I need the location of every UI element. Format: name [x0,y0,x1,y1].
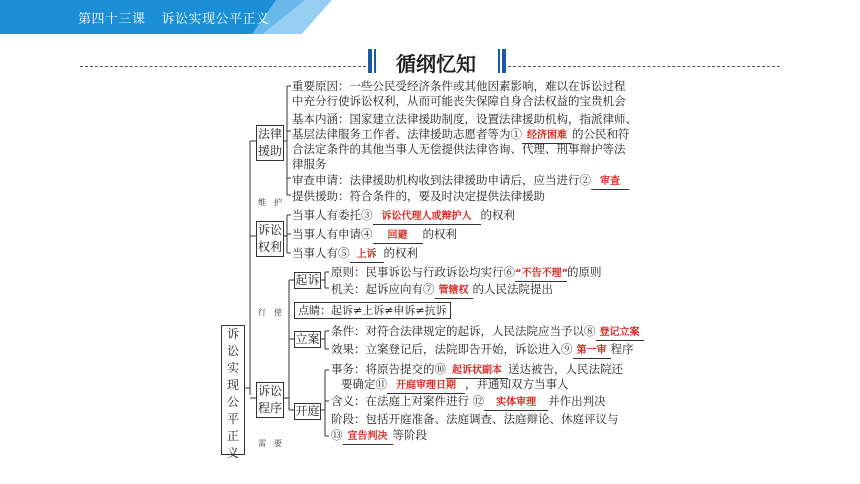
organ-prefix: 机关：起诉应向有⑦ [331,282,435,296]
right-entrust [292,208,515,225]
answer-1: 经济困难 [522,128,572,144]
legal-aid-reason-line1: 重要原因：一些公民受经济条件或其他因素影响，难以在诉讼过程 [292,79,626,93]
lesson-number: 第四十三课 [78,12,146,27]
content2-suffix: 的公民和符 [572,127,630,141]
legal-aid-provide: 提供援助：符合条件的，要及时决定提供法律援助 [292,189,545,203]
label-weihu-hu: 护 [274,198,282,207]
answer-5: 上诉 [350,247,384,263]
affair-prefix: 事务：将原告提交的⑩ [331,362,446,376]
answer-8: 登记立案 [596,325,644,341]
right-avoid-suffix: 的权利 [422,227,457,241]
answer-12: 实体审理 [484,395,548,411]
stage-number: ⑬ [331,428,343,442]
principle-prefix: 原则：民事诉讼与行政诉讼均实行⑥ [331,265,515,279]
legal-aid-content-line1: 基本内涵：国家建立法律援助制度，设置法律援助机构，指派律师、 [292,112,637,126]
node-rights-label: 诉讼权利 [257,223,282,254]
answer-6: “不告不理” [515,266,567,282]
root-node [221,325,245,460]
lian-effect [331,342,634,359]
kaiting-stage-line2 [331,428,427,445]
right-entrust-suffix: 的权利 [480,208,515,222]
right-avoid [292,227,457,244]
kaiting-meaning [331,394,606,411]
organ-suffix: 的人民法院提出 [472,282,553,296]
affair-suffix: 送达被告，人民法院还 [508,362,623,376]
right-appeal [292,246,418,263]
right-avoid-prefix: 当事人有申请④ [292,227,373,241]
node-rights [256,221,284,257]
meaning-suffix: 并作出判决 [548,394,606,408]
legal-aid-content-line4: 律服务 [292,157,327,171]
node-legal-aid-label: 法律援助 [257,127,282,158]
qisu-organ [331,282,553,299]
condition-prefix: 条件：对符合法律规定的起诉，人民法院应当予以⑧ [331,324,596,338]
answer-2: 审查 [591,174,629,190]
node-procedure [256,382,284,418]
node-legal-aid [256,125,284,161]
section-title: 循纲忆知 [396,52,476,76]
label-xuyao-xu: 需 [258,439,266,448]
qisu-principle [331,265,602,282]
kaiting-affair-line2 [341,377,569,394]
legal-aid-content-line3: 合法定条件的其他当事人无偿提供法律咨询、代理、刑事辩护等法 [292,142,626,156]
tip-box: 点睛：起诉≠上诉≠申诉≠抗诉 [294,302,451,319]
stage-suffix: 等阶段 [392,428,427,442]
answer-9: 第一审 [573,343,611,359]
kaiting-stage-line1: 阶段：包括开庭准备、法庭调查、法庭辩论、休庭评议与 [331,412,619,426]
answer-10: 起诉状副本 [446,363,508,379]
node-qisu: 起诉 [295,273,320,287]
answer-7: 管辖权 [435,283,473,299]
answer-3: 诉讼代理人或辩护人 [373,209,481,225]
answer-13: 宣告判决 [343,429,393,445]
right-appeal-prefix: 当事人有⑤ [292,246,350,260]
label-xuyao-yao: 要 [274,439,282,448]
answer-4: 回避 [373,228,423,244]
legal-aid-review [292,173,629,190]
principle-suffix: 的原则 [567,265,602,279]
affair-date-prefix: 要确定⑪ [341,377,387,391]
affair-date-suffix: ，并通知双方当事人 [465,377,569,391]
node-lian: 立案 [295,332,320,346]
meaning-prefix: 含义：在法庭上对案件进行 ⑫ [331,394,485,408]
right-appeal-suffix: 的权利 [383,246,418,260]
right-entrust-prefix: 当事人有委托③ [292,208,373,222]
lian-condition [331,324,644,341]
root-label: 诉讼实现公平正义 [226,327,239,460]
legal-aid-reason-line2: 中充分行使诉讼权利，从而可能丧失保障自身合法权益的宝贵机会 [292,94,626,108]
answer-11: 开庭审理日期 [387,378,465,394]
label-xingshi-shi: 使 [274,308,282,317]
label-weihu-wei: 维 [258,198,266,207]
node-procedure-label: 诉讼程序 [257,384,282,415]
lesson-title: 诉讼实现公平正义 [161,12,270,27]
node-kaiting: 开庭 [295,404,320,418]
content2-prefix: 基层法律服务工作者、法律援助志愿者等为① [292,127,522,141]
effect-prefix: 效果：立案登记后，法院即告开始，诉讼进入⑨ [331,342,573,356]
label-xingshi-xing: 行 [258,308,266,317]
review-text: 审查申请：法律援助机构收到法律援助申请后，应当进行② [292,173,591,187]
effect-suffix: 程序 [610,342,634,356]
